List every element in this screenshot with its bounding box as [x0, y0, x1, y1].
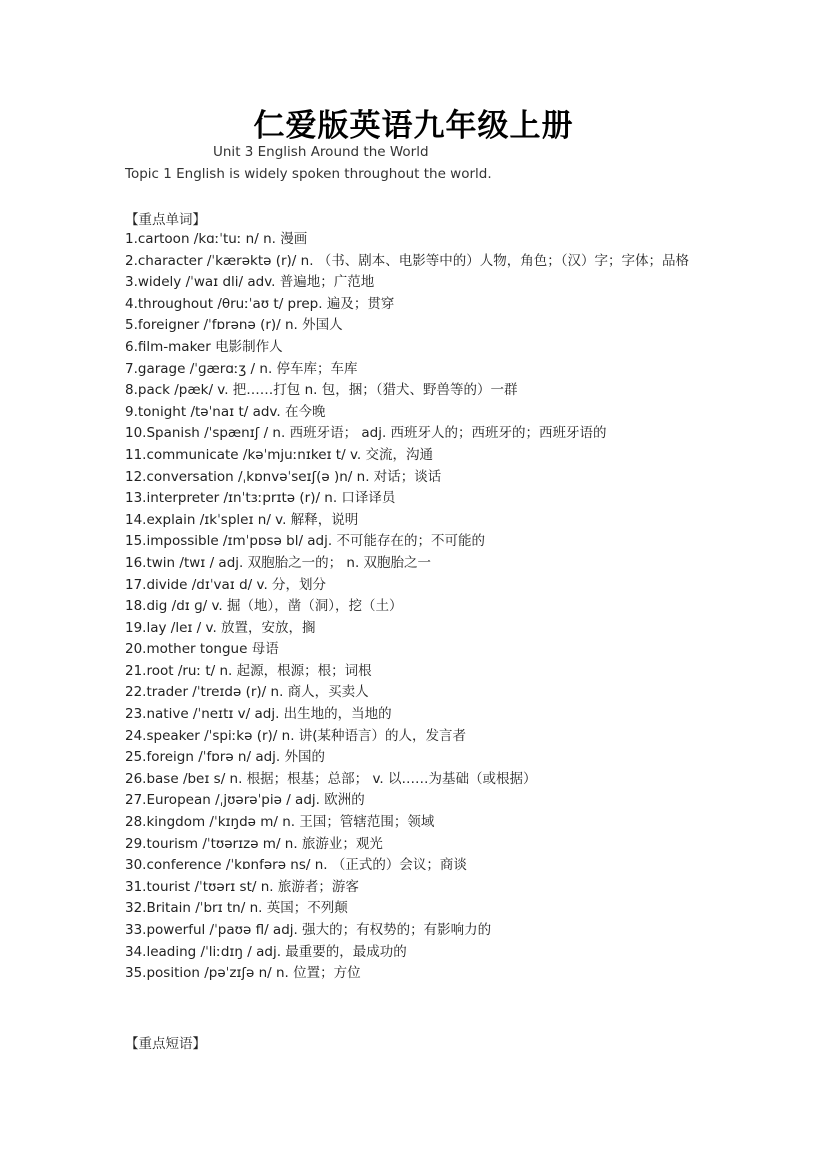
- vocab-item: 16.twin /twɪ / adj. 双胞胎之一的； n. 双胞胎之一: [125, 554, 432, 571]
- vocab-item: 31.tourist /ˈtʊərɪ st/ n. 旅游者；游客: [125, 878, 359, 895]
- vocab-item: 14.explain /ɪkˈspleɪ n/ v. 解释，说明: [125, 511, 359, 528]
- vocab-item: 27.European /ˌjʊərəˈpiə / adj. 欧洲的: [125, 792, 365, 809]
- section-key-phrases: 【重点短语】: [125, 1036, 206, 1052]
- vocab-item: 34.leading /ˈliːdɪŋ / adj. 最重要的，最成功的: [125, 943, 407, 960]
- vocab-item: 5.foreigner /ˈfɒrənə (r)/ n. 外国人: [125, 317, 343, 334]
- vocab-item: 13.interpreter /ɪnˈtɜːprɪtə (r)/ n. 口译译员: [125, 490, 396, 507]
- vocab-item: 25.foreign /ˈfɒrə n/ adj. 外国的: [125, 749, 326, 766]
- document-title: 仁爱版英语九年级上册: [253, 108, 574, 144]
- vocab-item: 35.position /pəˈzɪʃə n/ n. 位置；方位: [125, 965, 361, 982]
- section-key-words: 【重点单词】: [125, 212, 206, 228]
- vocab-item: 30.conference /ˈkɒnfərə ns/ n. （正式的）会议；商谈: [125, 857, 467, 874]
- vocab-item: 24.speaker /ˈspiːkə (r)/ n. 讲(某种语言）的人，发言者: [125, 727, 467, 744]
- vocab-item: 9.tonight /təˈnaɪ t/ adv. 在今晚: [125, 403, 326, 420]
- vocab-item: 8.pack /pæk/ v. 把……打包 n. 包，捆；（猎犬、野兽等的）一群: [125, 382, 518, 399]
- vocab-item: 17.divide /dɪˈvaɪ d/ v. 分，划分: [125, 576, 327, 593]
- vocab-item: 6.film-maker 电影制作人: [125, 338, 283, 355]
- vocab-item: 26.base /beɪ s/ n. 根据；根基；总部； v. 以……为基础（或根据）: [125, 770, 537, 787]
- vocab-item: 7.garage /ˈɡærɑːʒ / n. 停车库；车库: [125, 360, 358, 377]
- vocab-item: 1.cartoon /kɑːˈtuː n/ n. 漫画: [125, 231, 308, 247]
- vocab-item: 29.tourism /ˈtʊərɪzə m/ n. 旅游业；观光: [125, 835, 383, 852]
- vocab-item: 10.Spanish /ˈspænɪʃ / n. 西班牙语； adj. 西班牙人的；西班牙的；西班牙语的: [125, 425, 607, 442]
- vocab-item: 22.trader /ˈtreɪdə (r)/ n. 商人，买卖人: [125, 684, 369, 701]
- vocab-item: 11.communicate /kəˈmjuːnɪkeɪ t/ v. 交流，沟通: [125, 446, 433, 463]
- vocab-item: 2.character /ˈkærəktə (r)/ n. （书、剧本、电影等中的）人物，角色；（汉）字；字体；品格: [125, 252, 690, 269]
- vocab-item: 4.throughout /θruːˈaʊ t/ prep. 遍及；贯穿: [125, 295, 395, 312]
- vocab-item: 33.powerful /ˈpaʊə fl/ adj. 强大的；有权势的；有影响力的: [125, 922, 492, 938]
- vocab-item: 32.Britain /ˈbrɪ tn/ n. 英国；不列颠: [125, 900, 348, 917]
- unit-heading: Unit 3 English Around the World: [213, 144, 429, 160]
- vocab-item: 12.conversation /ˌkɒnvəˈseɪʃ(ə )n/ n. 对话；谈话: [125, 468, 442, 485]
- vocab-item: 21.root /ruː t/ n. 起源，根源；根；词根: [125, 662, 372, 679]
- vocab-item: 19.lay /leɪ / v. 放置，安放，搁: [125, 619, 316, 636]
- vocabulary-list: [125, 229, 715, 985]
- vocab-item: 18.dig /dɪ ɡ/ v. 掘（地），凿（洞），挖（土）: [125, 598, 403, 615]
- vocab-item: 20.mother tongue 母语: [125, 641, 279, 658]
- vocab-item: 23.native /ˈneɪtɪ v/ adj. 出生地的，当地的: [125, 706, 392, 723]
- vocab-item: 28.kingdom /ˈkɪŋdə m/ n. 王国；管辖范围；领域: [125, 814, 435, 831]
- topic-heading: Topic 1 English is widely spoken throughout the world.: [125, 166, 492, 182]
- vocab-item: 15.impossible /ɪmˈpɒsə bl/ adj. 不可能存在的；不可能的: [125, 533, 485, 550]
- vocab-item: 3.widely /ˈwaɪ dli/ adv. 普遍地；广范地: [125, 274, 375, 291]
